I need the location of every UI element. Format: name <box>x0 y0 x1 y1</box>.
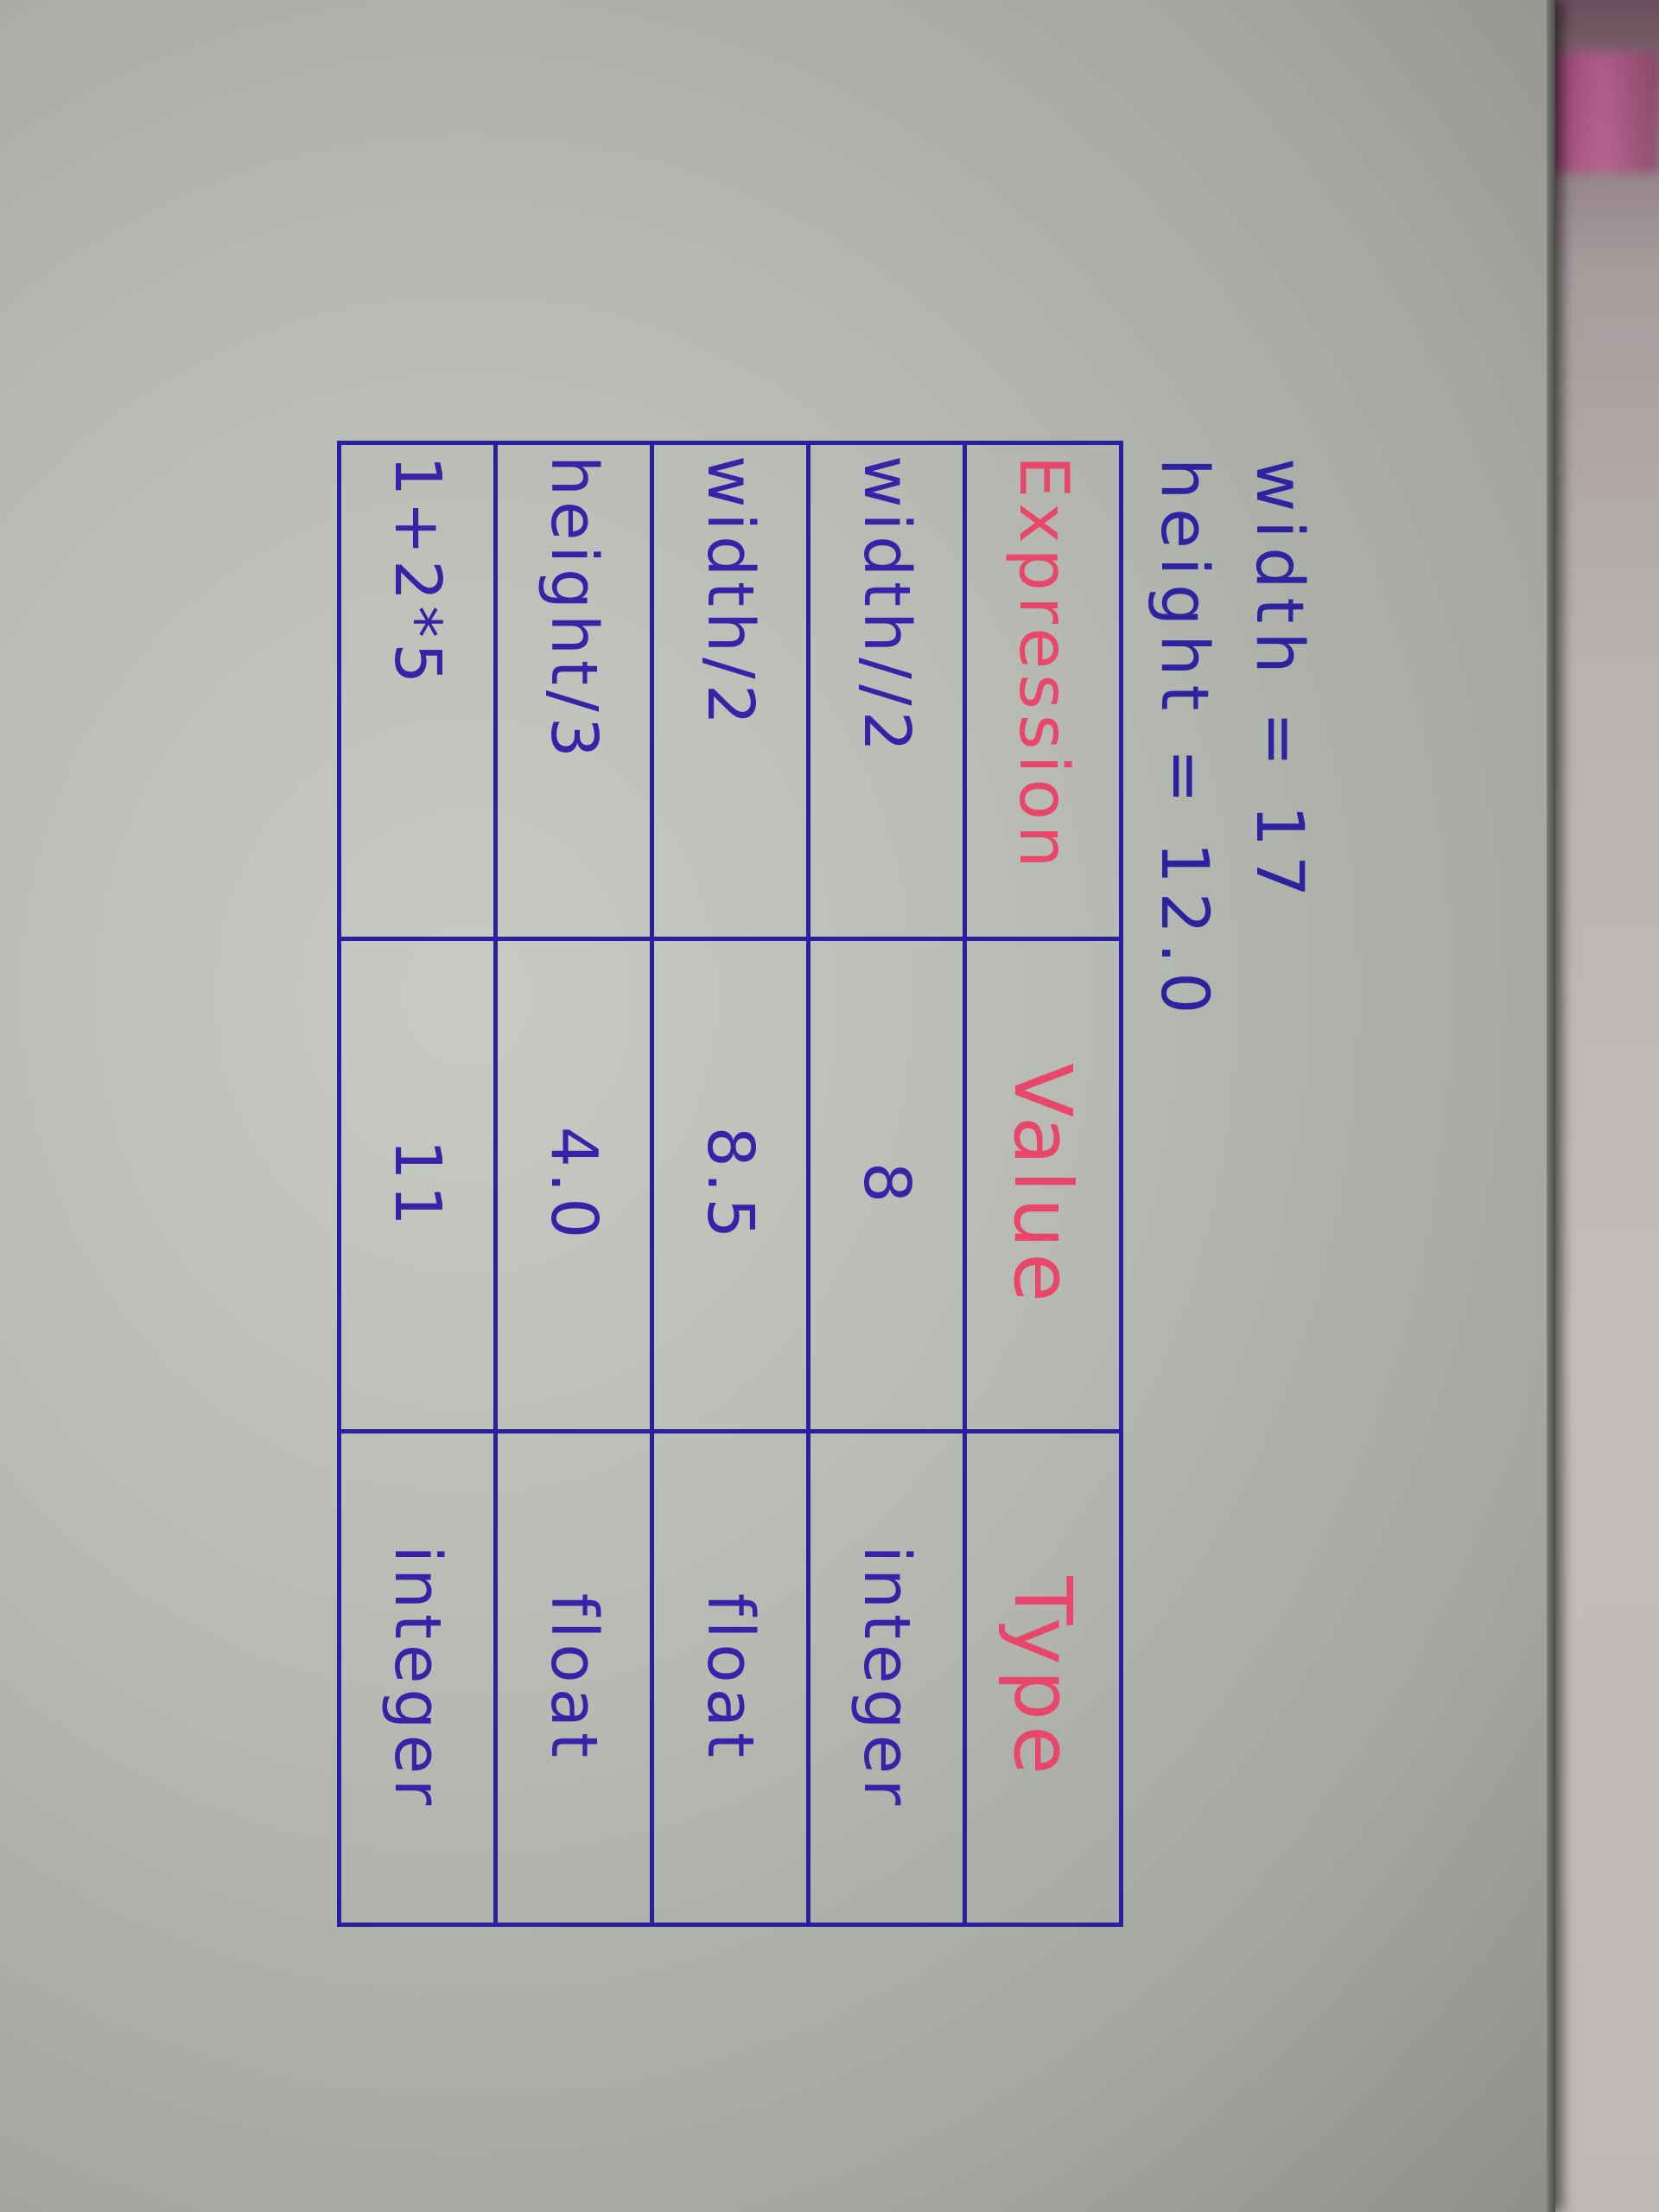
variable-definitions <box>1137 458 1327 1022</box>
variable-name: height <box>1147 458 1224 720</box>
width-definition <box>1232 458 1327 1022</box>
table-row <box>340 443 496 1925</box>
table-row <box>809 443 965 1925</box>
handwritten-notes <box>259 441 1331 1927</box>
paper-edge <box>1547 0 1555 2212</box>
table-header-row <box>965 443 1122 1925</box>
value-cell: 8.5 <box>652 939 809 1431</box>
expression-cell: width/2 <box>652 443 809 939</box>
variable-value: 12.0 <box>1147 842 1224 1023</box>
header-expression: Expression <box>965 443 1122 939</box>
value-cell: 11 <box>340 939 496 1431</box>
background-fabric <box>1538 0 1659 2212</box>
value-cell: 4.0 <box>496 939 652 1431</box>
expression-cell: 1+2*5 <box>340 443 496 939</box>
fabric-stripe <box>1547 52 1659 173</box>
header-value: Value <box>965 939 1122 1431</box>
variable-name: width <box>1242 458 1319 683</box>
type-cell: float <box>652 1431 809 1924</box>
type-cell: integer <box>809 1431 965 1924</box>
table-row <box>652 443 809 1925</box>
equals-sign: = <box>1242 711 1319 805</box>
table-row <box>496 443 652 1925</box>
expression-cell: width//2 <box>809 443 965 939</box>
value-cell: 8 <box>809 939 965 1431</box>
type-cell: integer <box>340 1431 496 1924</box>
equals-sign: = <box>1147 748 1224 842</box>
type-cell: float <box>496 1431 652 1924</box>
height-definition <box>1137 458 1232 1022</box>
variable-value: 17 <box>1242 804 1319 906</box>
expression-table <box>337 441 1123 1927</box>
header-type: Type <box>965 1431 1122 1924</box>
expression-cell: height/3 <box>496 443 652 939</box>
